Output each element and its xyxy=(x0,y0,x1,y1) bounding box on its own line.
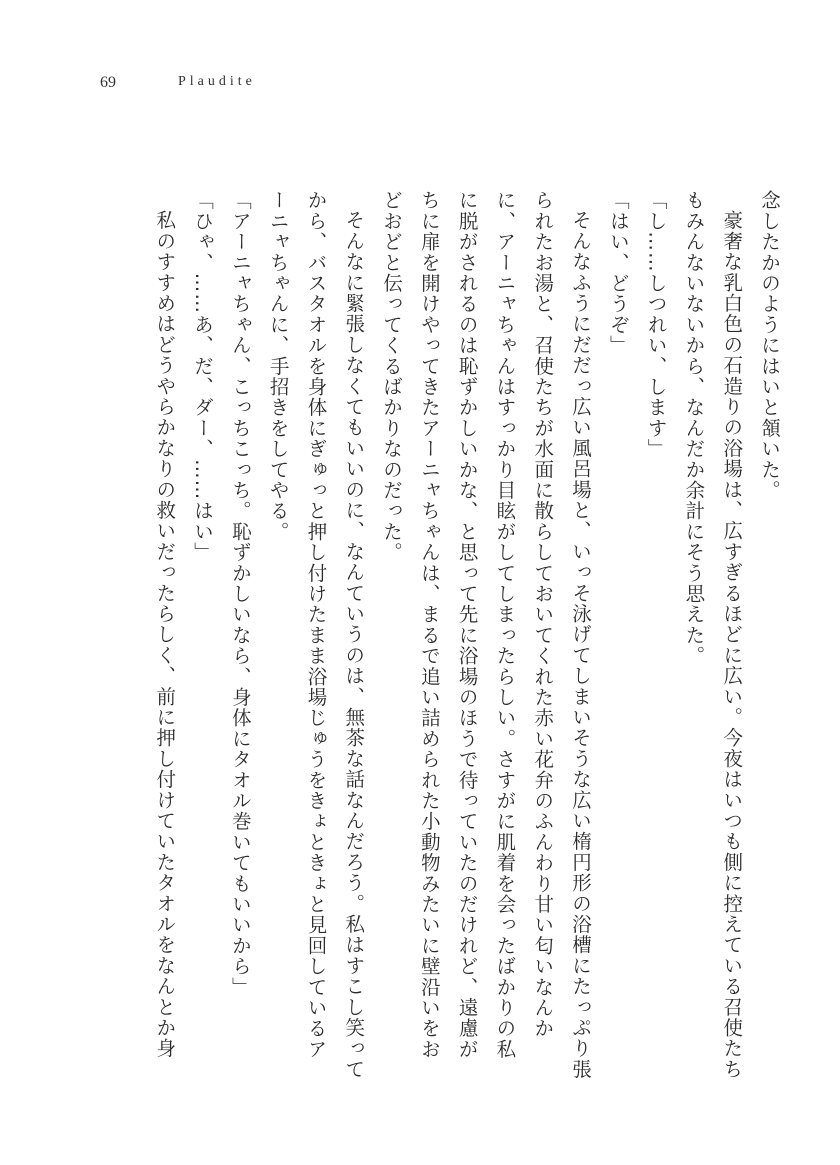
paragraph: そんなふうにだだっ広い風呂場と、いっそ泳げてしまいそうな広い楕円形の浴槽にたっぷり張られたお湯と、召使たちが水面に散らしておいてくれた赤い花弁のふんわり甘い匂いなんかに、アーニャちゃんはすっかり目眩がしてしまったらしい。さすがに肌着を会ったばかりの私に脱がされるのは恥ずかしいかな、と思って先に浴場のほうで待っていたのだけれど、遠慮がちに扉を開けやってきたアーニャちゃんは、まるで追い詰められた小動物みたいに壁沿いをおどおどと伝ってくるばかりなのだった。 xyxy=(380,190,593,1079)
paragraph: 私のすすめはどうやらかなりの救いだったらしく、前に押し付けていたタオルをなんとか身 xyxy=(153,209,177,1059)
dialogue-line: 「ひゃ、……あ、だ、ダー、……はい」 xyxy=(191,190,215,563)
dialogue-line: 「アーニャちゃん、こっちこっち。恥ずかしいなら、身体にタオル巻いてもいいから」 xyxy=(228,190,252,998)
dialogue-line: 「し……しつれい、します」 xyxy=(644,190,668,460)
running-title: Plaudite xyxy=(178,74,256,89)
paragraph: 念したかのようにはいと頷いた。 xyxy=(758,190,781,501)
page-number: 69 xyxy=(100,74,116,91)
paragraph: 豪奢な乳白色の石造りの浴場は、広すぎるほどに広い。今夜はいつも側に控えている召使たちもみんないないから、なんだか余計にそう思えた。 xyxy=(682,190,744,1079)
body-text xyxy=(98,190,788,1080)
paragraph: そんなに緊張しなくてもいいのに、なんていうのは、無茶な話なんだろう。私はすこし笑ってから、バスタオルを身体にぎゅっと押し付けたまま浴場じゅうをきょときょと見回しているアーニャちゃんに、手招きをしてやる。 xyxy=(266,190,366,1079)
dialogue-line: 「はい、どうぞ」 xyxy=(606,190,630,356)
